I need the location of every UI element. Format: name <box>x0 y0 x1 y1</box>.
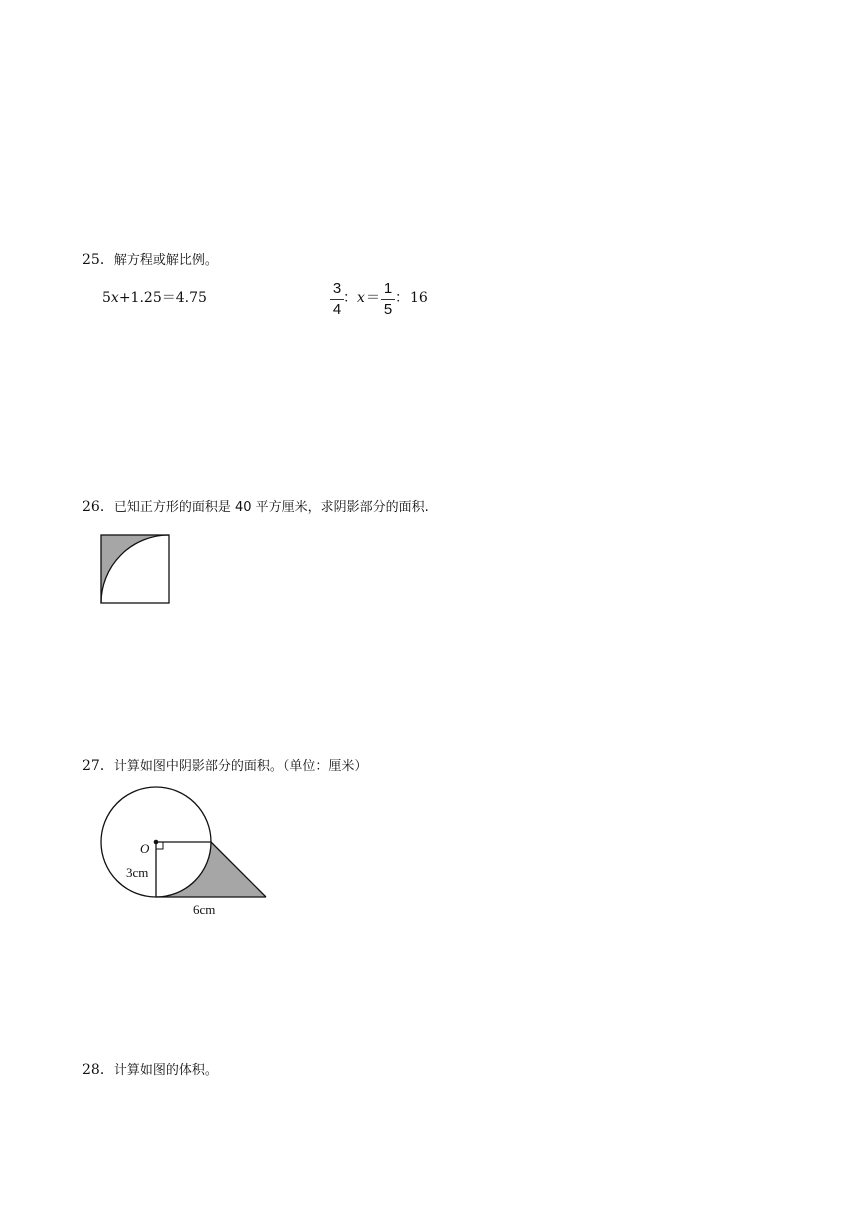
fraction-1-bar <box>330 299 344 300</box>
equation-text: 5x+1.25＝4.75 <box>102 290 207 306</box>
question-25 <box>82 251 218 270</box>
equation-1 <box>102 289 207 307</box>
question-text: 解方程或解比例。 <box>113 253 218 268</box>
fraction-1-numerator: 3 <box>332 280 342 297</box>
question-number: 25． <box>82 252 114 268</box>
question-26 <box>82 498 429 517</box>
question-text: 计算如图中阴影部分的面积。（单位：厘米） <box>113 759 368 774</box>
shaded-region <box>101 535 169 603</box>
question-27 <box>82 757 367 776</box>
question-28 <box>82 1061 218 1080</box>
question-text: 已知正方形的面积是 40 平方厘米，求阴影部分的面积. <box>113 500 429 515</box>
colon-1: ： <box>343 290 357 306</box>
colon-2: ： <box>395 290 409 306</box>
equals-sign: ＝ <box>366 290 380 306</box>
question-number: 26． <box>82 499 114 515</box>
variable-x: x <box>357 290 365 306</box>
center-point <box>154 840 159 845</box>
proportion-tail: 16 <box>410 290 428 306</box>
question-number: 27． <box>82 758 114 774</box>
fraction-2-numerator: 1 <box>383 280 393 297</box>
fraction-1-denominator: 4 <box>332 301 342 318</box>
square-quarter-circle-figure <box>98 532 174 606</box>
fraction-2-denominator: 5 <box>383 301 393 318</box>
question-text: 计算如图的体积。 <box>113 1063 218 1078</box>
circle-triangle-figure <box>98 786 274 922</box>
question-number: 28． <box>82 1062 114 1078</box>
base-label: 6cm <box>193 902 216 917</box>
fraction-2-bar <box>381 299 395 300</box>
radius-label: 3cm <box>126 865 149 880</box>
center-label: O <box>140 841 150 856</box>
